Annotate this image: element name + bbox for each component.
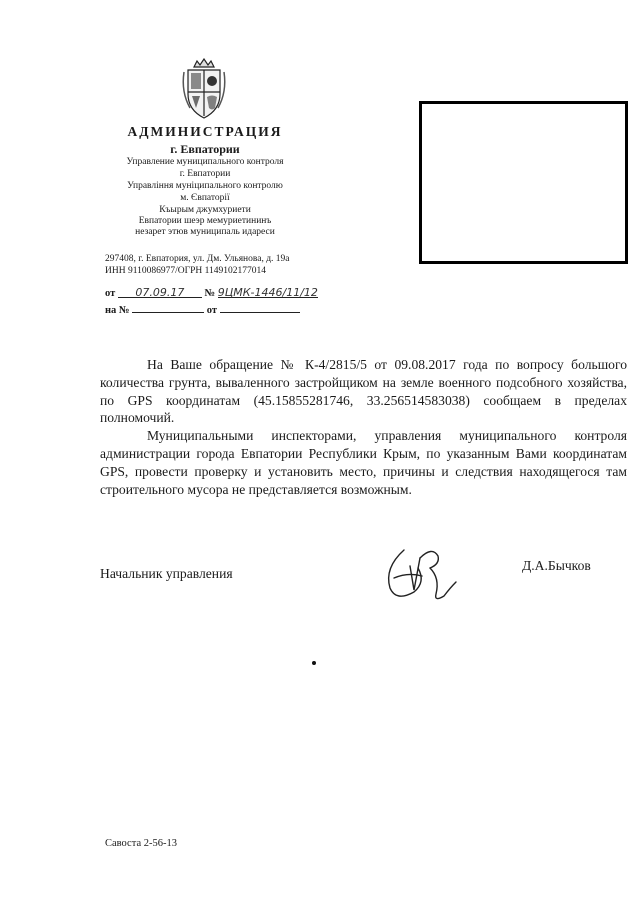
reply-number-label: на №	[105, 305, 130, 316]
reply-date-field	[220, 301, 300, 313]
letterhead-line: м. Євпаторії	[180, 193, 230, 203]
reply-number-field	[132, 301, 204, 313]
outgoing-reference	[105, 286, 318, 299]
letterhead-line: Къырым джумхуриети	[159, 205, 251, 215]
handwritten-date: 07.09.17	[135, 286, 185, 299]
signatory-name: Д.А.Бычков	[522, 558, 591, 573]
letterhead-line: Евпатории шеэр мемуриетининъ	[138, 216, 272, 226]
handwritten-signature	[374, 538, 464, 608]
reply-date-label: от	[206, 305, 218, 316]
handwritten-number: 9ЦМК-1446/11/12	[217, 286, 318, 299]
date-label: от	[105, 288, 116, 299]
organization-address: 297408, г. Евпатория, ул. Дм. Ульянова, д. 19а	[105, 254, 290, 264]
organization-ids: ИНН 9110086977/ОГРН 1149102177014	[105, 266, 267, 276]
number-field	[218, 286, 318, 298]
letterhead-line: незарет этюв муниципаль идареси	[135, 227, 275, 237]
date-field	[118, 286, 202, 298]
signatory-position: Начальник управления	[100, 566, 233, 581]
organization-city: г. Евпатории	[170, 142, 240, 156]
city-coat-of-arms-icon	[180, 58, 228, 120]
organization-name: АДМИНИСТРАЦИЯ	[127, 124, 283, 139]
body-paragraph: Муниципальными инспекторами, управления муниципального контроля администрации города Евпатории Республики Крым, по указанным Вами координатам GPS, провести проверку и установить место, причины и следствия находящегося там строительного мусора не представляется возможным.	[100, 428, 627, 497]
letterhead-line: г. Евпатории	[179, 169, 231, 179]
reply-reference	[105, 301, 300, 316]
number-label: №	[204, 288, 216, 299]
body-paragraph: На Ваше обращение № К-4/2815/5 от 09.08.2017 года по вопросу большого количества грунта, вываленного застройщиком на земле военного подсобного хозяйства, по GPS координатам (45.15855281746, 33.256514583038) сообщаем в пределах полномочий.	[100, 357, 627, 426]
letterhead-line: Управління муніципального контролю	[127, 181, 283, 191]
stray-mark	[312, 661, 316, 665]
executor-contact: Савоста 2-56-13	[105, 838, 177, 849]
letterhead-line: Управление муниципального контроля	[126, 157, 284, 167]
recipient-address-box	[419, 101, 628, 264]
letter-body	[100, 356, 627, 498]
